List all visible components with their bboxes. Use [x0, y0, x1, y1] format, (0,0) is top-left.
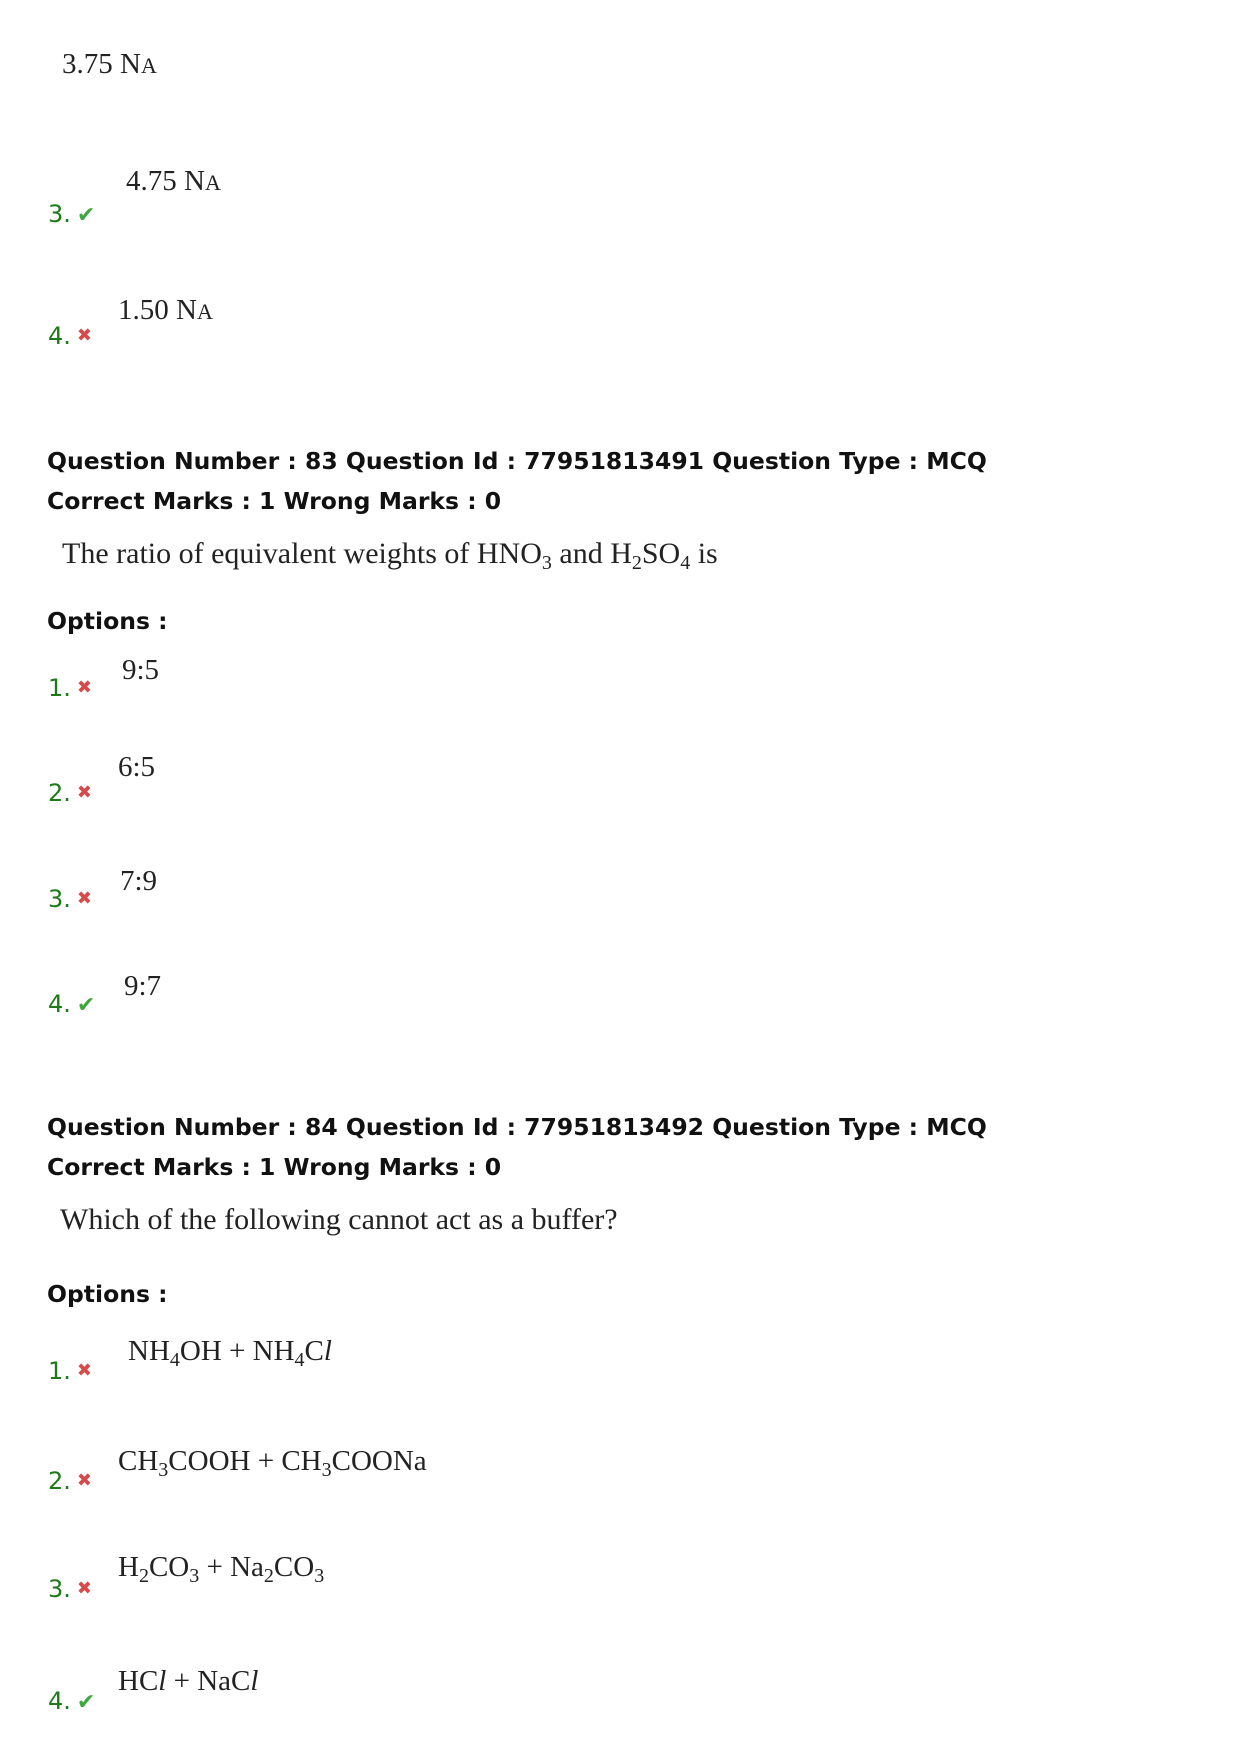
- q84-option-2-marker: 2. ✖: [48, 1467, 92, 1495]
- q84-option-1-text: $NH_4OH + NH_4Cl$: [128, 1335, 332, 1371]
- q84-option-1-marker: 1. ✖: [48, 1357, 92, 1385]
- check-icon: ✔: [76, 1690, 96, 1715]
- q84-options-label: Options :: [47, 1280, 168, 1308]
- q84-meta-line2: Correct Marks : 1 Wrong Marks : 0: [47, 1153, 502, 1181]
- q84-option-2-text: $CH_3COOH$ + $CH_3COONa$: [118, 1445, 427, 1481]
- cross-icon: ✖: [76, 782, 92, 803]
- cross-icon: ✖: [76, 1578, 92, 1599]
- cross-icon: ✖: [76, 325, 92, 346]
- q84-stem: Which of the following cannot act as a buffer?: [60, 1203, 618, 1236]
- cross-icon: ✖: [76, 677, 92, 698]
- check-icon: ✔: [76, 203, 96, 228]
- prev-option-3-marker: 3. ✔: [48, 200, 96, 228]
- prev-option-4-marker: 4. ✖: [48, 322, 92, 350]
- prev-option-4-text: 1.50 NA: [118, 294, 213, 326]
- q83-options-label: Options :: [47, 607, 168, 635]
- check-icon: ✔: [76, 993, 96, 1018]
- cross-icon: ✖: [76, 888, 92, 909]
- q83-option-4-text: 9:7: [124, 970, 162, 1002]
- q83-meta-line1: Question Number : 83 Question Id : 77951813491 Question Type : MCQ: [47, 447, 987, 475]
- q84-meta-line1: Question Number : 84 Question Id : 77951813492 Question Type : MCQ: [47, 1113, 987, 1141]
- q83-option-1-text: 9:5: [122, 654, 160, 686]
- q83-stem: The ratio of equivalent weights of $HNO_3$ and $H_2SO_4$ is: [62, 537, 718, 574]
- q83-option-2-text: 6:5: [118, 751, 156, 783]
- q83-option-4-marker: 4. ✔: [48, 990, 96, 1018]
- q84-option-3-text: $H_2CO_3 + Na_2CO_3$: [118, 1551, 325, 1587]
- q83-meta-line2: Correct Marks : 1 Wrong Marks : 0: [47, 487, 502, 515]
- cross-icon: ✖: [76, 1470, 92, 1491]
- q83-option-3-text: 7:9: [120, 865, 158, 897]
- q83-option-3-marker: 3. ✖: [48, 885, 92, 913]
- q83-option-1-marker: 1. ✖: [48, 674, 92, 702]
- prev-option-3-text: 4.75 NA: [126, 165, 221, 197]
- q84-option-4-text: HCl + NaCl: [118, 1665, 259, 1697]
- prev-option-2-text: 3.75 NA: [62, 48, 157, 80]
- q84-option-3-marker: 3. ✖: [48, 1575, 92, 1603]
- q83-option-2-marker: 2. ✖: [48, 779, 92, 807]
- cross-icon: ✖: [76, 1360, 92, 1381]
- q84-option-4-marker: 4. ✔: [48, 1687, 96, 1715]
